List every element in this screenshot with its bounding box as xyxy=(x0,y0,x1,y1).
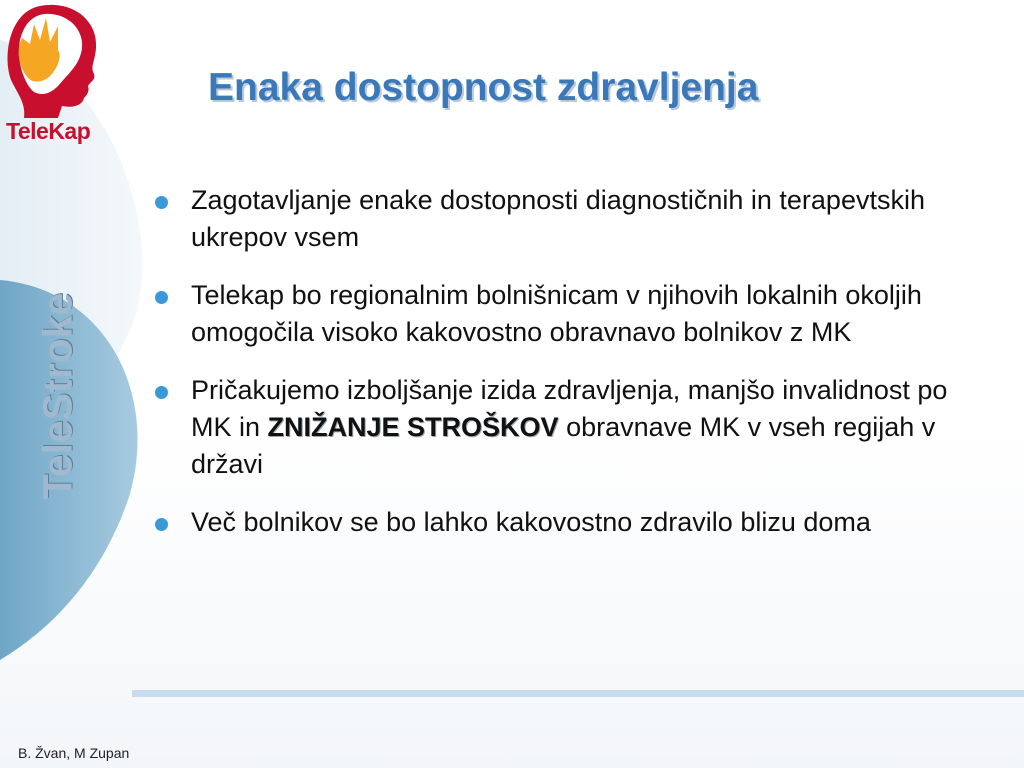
slide-title: Enaka dostopnost zdravljenja xyxy=(208,66,759,109)
bullet-text-end: obravnave MK v vseh regijah v državi xyxy=(191,412,936,479)
bullet-dot-icon xyxy=(155,196,168,209)
bullet-item xyxy=(155,277,955,351)
bullet-item xyxy=(155,182,955,256)
bullet-emphasis: ZNIŽANJE STROŠKOV xyxy=(267,412,559,442)
logo-text: TeleKap xyxy=(6,118,91,144)
bullet-dot-icon xyxy=(155,386,168,399)
telekap-logo xyxy=(0,0,110,160)
footer-authors: B. Žvan, M Zupan xyxy=(18,745,130,761)
bullet-list xyxy=(155,182,955,562)
bullet-item xyxy=(155,504,955,541)
vertical-brand-text: TeleStroke xyxy=(34,292,81,500)
accent-divider xyxy=(132,690,1024,697)
bullet-text: Več bolnikov se bo lahko kakovostno zdravilo blizu doma xyxy=(191,507,871,537)
bullet-text: Zagotavljanje enake dostopnosti diagnostičnih in terapevtskih ukrepov vsem xyxy=(191,185,925,252)
bullet-text: Telekap bo regionalnim bolnišnicam v njihovih lokalnih okoljih omogočila visoko kakovostno obravnavo bolnikov z MK xyxy=(191,280,922,347)
bullet-text-start: Pričakujemo izboljšanje izida zdravljenja, manjšo invalidnost po MK in xyxy=(191,375,948,442)
bullet-item xyxy=(155,372,955,483)
bullet-dot-icon xyxy=(155,518,168,531)
bullet-dot-icon xyxy=(155,291,168,304)
head-hand-logo-icon xyxy=(0,0,110,120)
